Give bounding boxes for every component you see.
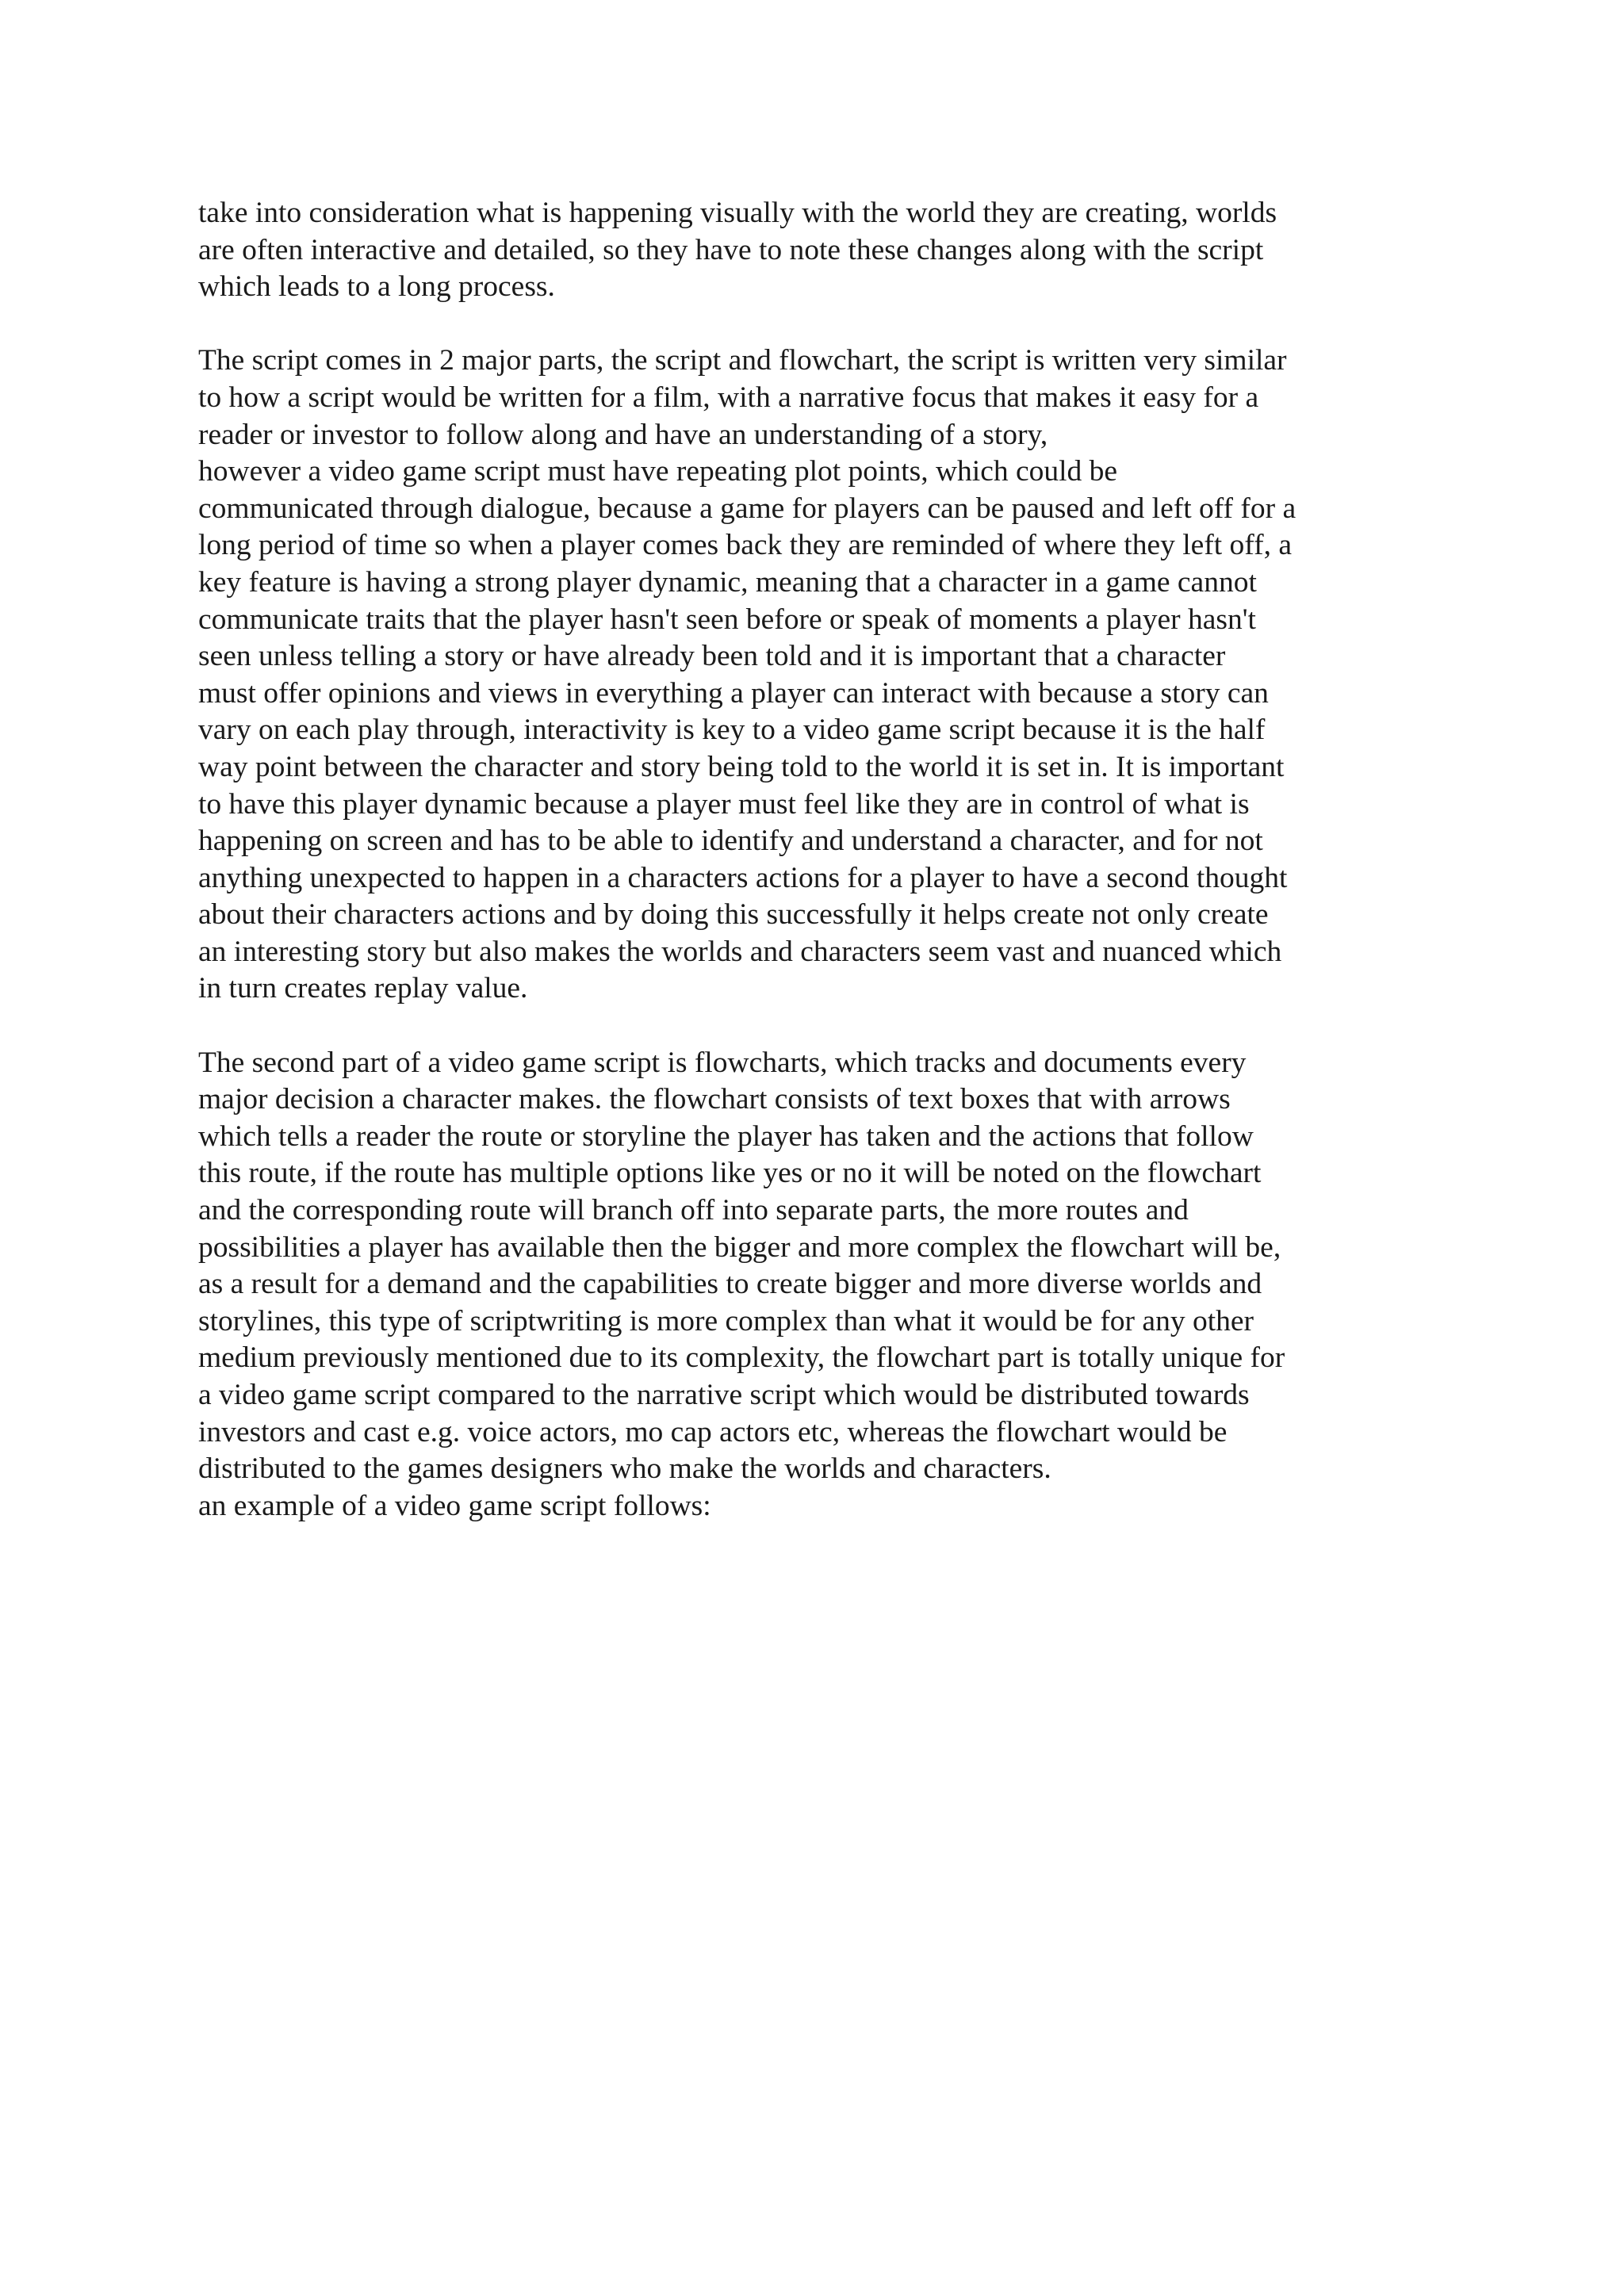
text-line: major decision a character makes. the flowchart consists of text boxes that with arrows	[198, 1083, 1231, 1116]
text-line: as a result for a demand and the capabilities to create bigger and more diverse worlds and	[198, 1268, 1262, 1301]
text-line: this route, if the route has multiple options like yes or no it will be noted on the flowchart	[198, 1157, 1262, 1190]
text-line: about their characters actions and by doing this successfully it helps create not only create	[198, 898, 1269, 932]
text-line: a video game script compared to the narrative script which would be distributed towards	[198, 1379, 1250, 1411]
paragraph-1	[198, 195, 1455, 306]
text-line: investors and cast e.g. voice actors, mo cap actors etc, whereas the flowchart would be	[198, 1415, 1228, 1448]
text-line: are often interactive and detailed, so they have to note these changes along with the script	[198, 233, 1264, 266]
text-line: long period of time so when a player comes back they are reminded of where they left off, a	[198, 529, 1293, 562]
text-line: medium previously mentioned due to its complexity, the flowchart part is totally unique for	[198, 1341, 1285, 1375]
paragraph-gap	[198, 1008, 1455, 1045]
text-line: to how a script would be written for a film, with a narrative focus that makes it easy for a	[198, 381, 1259, 414]
text-line: which leads to a long process.	[198, 270, 555, 304]
text-line: reader or investor to follow along and have an understanding of a story,	[198, 418, 1048, 451]
text-line: to have this player dynamic because a player must feel like they are in control of what is	[198, 787, 1250, 821]
text-line: way point between the character and story being told to the world it is set in. It is important	[198, 750, 1285, 783]
text-line: take into consideration what is happening visually with the world they are creating, worlds	[198, 197, 1277, 229]
text-line: and the corresponding route will branch off into separate parts, the more routes and	[198, 1194, 1189, 1227]
text-line: key feature is having a strong player dynamic, meaning that a character in a game cannot	[198, 565, 1257, 599]
text-line: in turn creates replay value.	[198, 972, 528, 1005]
paragraph-2	[198, 342, 1455, 1008]
text-line: seen unless telling a story or have already been told and it is important that a character	[198, 640, 1226, 673]
text-line: anything unexpected to happen in a characters actions for a player to have a second thought	[198, 861, 1288, 894]
text-line: The script comes in 2 major parts, the script and flowchart, the script is written very similar	[198, 344, 1287, 377]
document-body	[198, 195, 1455, 1525]
text-line: must offer opinions and views in everything a player can interact with because a story can	[198, 676, 1269, 710]
paragraph-3	[198, 1045, 1455, 1525]
text-line: which tells a reader the route or storyline the player has taken and the actions that follow	[198, 1119, 1254, 1153]
text-line: distributed to the games designers who make the worlds and characters.	[198, 1452, 1051, 1486]
text-line: The second part of a video game script is flowcharts, which tracks and documents every	[198, 1046, 1247, 1079]
text-line: communicated through dialogue, because a game for players can be paused and left off for a	[198, 492, 1297, 525]
text-line: happening on screen and has to be able to identify and understand a character, and for not	[198, 825, 1263, 858]
text-line: vary on each play through, interactivity is key to a video game script because it is the half	[198, 714, 1266, 747]
text-line: storylines, this type of scriptwriting is more complex than what it would be for any other	[198, 1304, 1254, 1337]
text-line: however a video game script must have repeating plot points, which could be	[198, 455, 1118, 488]
paragraph-gap	[198, 306, 1455, 343]
text-line: possibilities a player has available then the bigger and more complex the flowchart will be,	[198, 1230, 1281, 1264]
text-line: communicate traits that the player hasn't seen before or speak of moments a player hasn't	[198, 603, 1256, 636]
text-line: an example of a video game script follows:	[198, 1489, 711, 1522]
text-line: an interesting story but also makes the worlds and characters seem vast and nuanced which	[198, 935, 1282, 968]
